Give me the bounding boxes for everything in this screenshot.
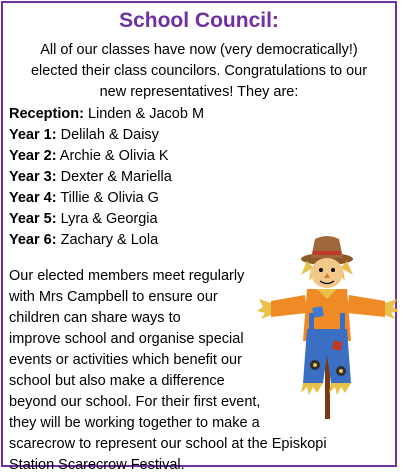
scarecrow-illustration	[257, 233, 399, 419]
body-line: scarecrow to represent our school at the Episkopi	[9, 436, 327, 452]
list-item	[9, 167, 389, 188]
year-label: Year 5:	[9, 211, 57, 227]
year-label: Reception:	[9, 106, 84, 122]
list-item	[9, 188, 389, 209]
body-line: beyond our school. For their first event,	[9, 394, 261, 410]
body-line: improve school and organise special	[9, 331, 244, 347]
year-label: Year 1:	[9, 127, 57, 143]
list-item	[9, 104, 389, 125]
year-label: Year 6:	[9, 232, 57, 248]
rep-names: Zachary & Lola	[56, 232, 159, 248]
intro-line: new representatives! They are:	[99, 84, 299, 100]
body-line: with Mrs Campbell to ensure our	[9, 289, 218, 305]
body-line: they will be working together to make a	[9, 415, 260, 431]
body-line: school but also make a difference	[9, 373, 225, 389]
body-line: Our elected members meet regularly	[9, 268, 245, 284]
year-label: Year 4:	[9, 190, 57, 206]
intro-line: elected their class councilors. Congratulations to our	[30, 63, 368, 79]
rep-names: Delilah & Daisy	[56, 127, 159, 143]
intro-paragraph	[7, 40, 391, 103]
rep-names: Tillie & Olivia G	[56, 190, 159, 206]
year-label: Year 3:	[9, 169, 57, 185]
intro-line: All of our classes have now (very democratically!)	[40, 42, 358, 58]
year-label: Year 2:	[9, 148, 57, 164]
body-line: Station Scarecrow Festival.	[9, 457, 185, 473]
rep-names: Lyra & Georgia	[56, 211, 158, 227]
rep-names: Linden & Jacob M	[83, 106, 205, 122]
rep-names: Dexter & Mariella	[56, 169, 172, 185]
list-item	[9, 125, 389, 146]
body-line: events or activities which benefit our	[9, 352, 242, 368]
panel-title: School Council:	[119, 9, 279, 32]
representatives-list	[9, 104, 389, 251]
rep-names: Archie & Olivia K	[56, 148, 169, 164]
school-council-panel	[1, 1, 397, 473]
list-item	[9, 146, 389, 167]
list-item	[9, 209, 389, 230]
body-line: children can share ways to	[9, 310, 181, 326]
